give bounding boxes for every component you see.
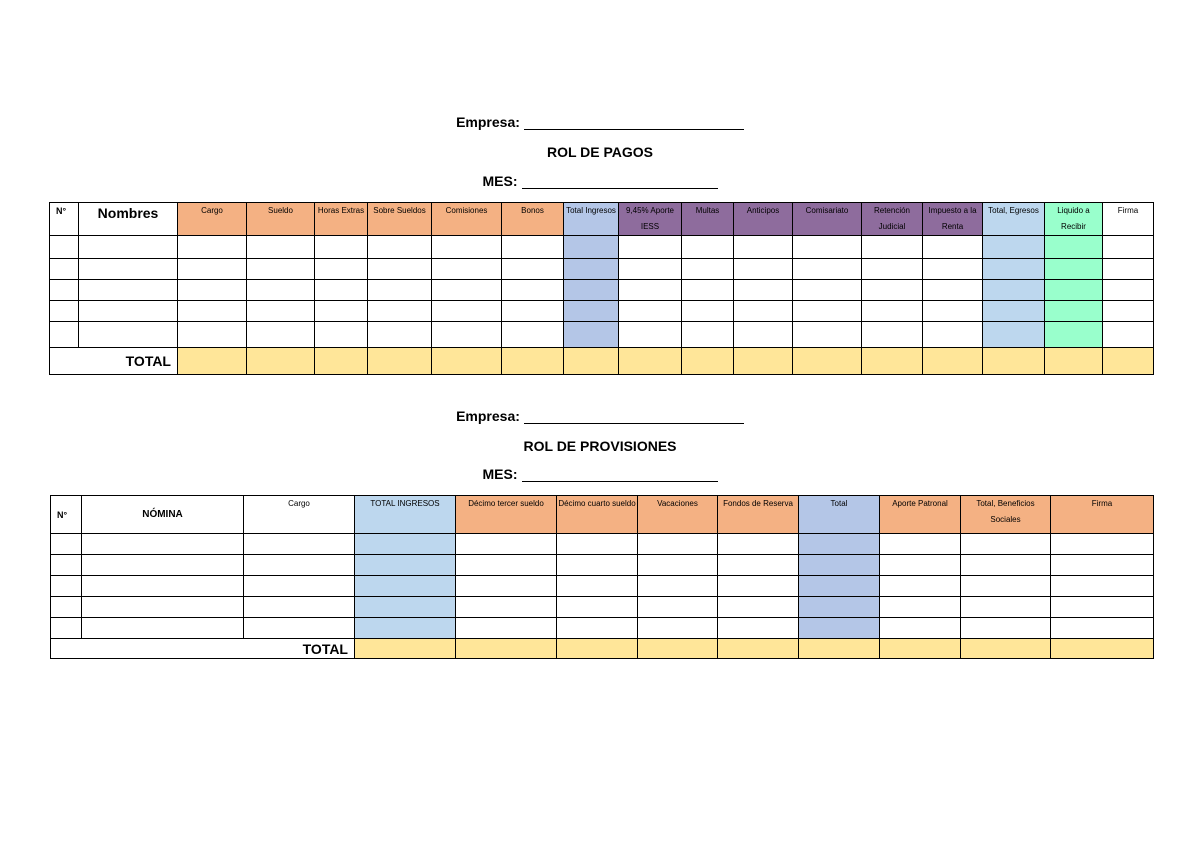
table-cell[interactable] (923, 259, 983, 280)
total-cell[interactable] (923, 348, 983, 375)
col-header-decimo-cuarto: Décimo cuarto sueldo (557, 496, 638, 534)
table-cell[interactable] (923, 322, 983, 348)
table-cell[interactable] (432, 301, 502, 322)
mes-label: MES: (482, 466, 518, 482)
table-cell[interactable] (619, 259, 682, 280)
total-cell[interactable] (502, 348, 564, 375)
table-cell[interactable] (638, 534, 718, 555)
table-cell[interactable] (1051, 555, 1154, 576)
table-cell[interactable] (619, 236, 682, 259)
total-cell[interactable] (1051, 639, 1154, 659)
table-cell[interactable] (1045, 259, 1103, 280)
table-cell[interactable] (880, 597, 961, 618)
table-cell[interactable] (502, 236, 564, 259)
table-cell[interactable] (50, 236, 79, 259)
table-cell[interactable] (638, 576, 718, 597)
table-cell[interactable] (983, 236, 1045, 259)
total-cell[interactable] (564, 348, 619, 375)
col-header-nombres: Nombres (79, 203, 178, 236)
table-cell[interactable] (368, 301, 432, 322)
col-header-total: Total (799, 496, 880, 534)
table-cell[interactable] (51, 534, 82, 555)
total-cell[interactable] (638, 639, 718, 659)
table-cell[interactable] (368, 236, 432, 259)
total-label: TOTAL (50, 348, 178, 375)
table-cell[interactable] (432, 322, 502, 348)
rol-pagos-title: ROL DE PAGOS (546, 144, 654, 160)
table-cell[interactable] (619, 280, 682, 301)
table-cell[interactable] (178, 301, 247, 322)
table-cell[interactable] (862, 301, 923, 322)
col-header-firma: Firma (1051, 496, 1154, 534)
col-header-total-egresos: Total, Egresos (983, 203, 1045, 236)
total-row (51, 639, 1154, 659)
table-cell[interactable] (880, 534, 961, 555)
table-cell[interactable] (355, 576, 456, 597)
table-cell[interactable] (50, 322, 79, 348)
mes-blank-field[interactable] (522, 174, 718, 189)
table-cell[interactable] (368, 322, 432, 348)
col-header-firma: Firma (1103, 203, 1154, 236)
table-cell[interactable] (734, 301, 793, 322)
table-cell[interactable] (1103, 280, 1154, 301)
table-cell[interactable] (79, 301, 178, 322)
table-cell[interactable] (1051, 576, 1154, 597)
total-cell[interactable] (880, 639, 961, 659)
total-cell[interactable] (432, 348, 502, 375)
table-cell[interactable] (557, 618, 638, 639)
table-cell[interactable] (862, 236, 923, 259)
table-cell[interactable] (961, 576, 1051, 597)
table-cell[interactable] (682, 301, 734, 322)
table-cell[interactable] (79, 259, 178, 280)
table-cell[interactable] (355, 618, 456, 639)
col-header-vacaciones: Vacaciones (638, 496, 718, 534)
table-row (50, 322, 1154, 348)
table-cell[interactable] (315, 259, 368, 280)
table-cell[interactable] (178, 322, 247, 348)
table-cell[interactable] (682, 322, 734, 348)
table-cell[interactable] (51, 555, 82, 576)
table-row (51, 534, 1154, 555)
total-cell[interactable] (619, 348, 682, 375)
table-cell[interactable] (923, 236, 983, 259)
header-row (50, 203, 1154, 236)
table-cell[interactable] (983, 259, 1045, 280)
total-label: TOTAL (51, 639, 355, 659)
table-cell[interactable] (355, 597, 456, 618)
col-header-comisiones: Comisiones (432, 203, 502, 236)
table-cell[interactable] (682, 236, 734, 259)
table-cell[interactable] (793, 322, 862, 348)
table-cell[interactable] (247, 236, 315, 259)
table-cell[interactable] (983, 280, 1045, 301)
table-cell[interactable] (247, 301, 315, 322)
table-cell[interactable] (244, 555, 355, 576)
table-cell[interactable] (862, 280, 923, 301)
table-cell[interactable] (82, 534, 244, 555)
table-cell[interactable] (557, 597, 638, 618)
total-cell[interactable] (1103, 348, 1154, 375)
table-cell[interactable] (619, 301, 682, 322)
total-cell[interactable] (799, 639, 880, 659)
table-row (50, 236, 1154, 259)
table-cell[interactable] (799, 534, 880, 555)
col-header-nomina: NÓMINA (82, 496, 244, 534)
table-cell[interactable] (793, 301, 862, 322)
table-row (51, 555, 1154, 576)
col-header-cargo: Cargo (244, 496, 355, 534)
col-header-retencion-judicial: Retención Judicial (862, 203, 923, 236)
table-cell[interactable] (734, 322, 793, 348)
table-cell[interactable] (502, 259, 564, 280)
col-header-number: N° (51, 496, 82, 534)
table-cell[interactable] (564, 301, 619, 322)
table-cell[interactable] (178, 236, 247, 259)
table-cell[interactable] (862, 322, 923, 348)
table-cell[interactable] (880, 555, 961, 576)
table-cell[interactable] (368, 259, 432, 280)
empresa-label: Empresa: (456, 114, 520, 130)
table-cell[interactable] (734, 236, 793, 259)
table-cell[interactable] (178, 259, 247, 280)
table-cell[interactable] (1103, 301, 1154, 322)
col-header-fondos-reserva: Fondos de Reserva (718, 496, 799, 534)
table-row (51, 597, 1154, 618)
table-cell[interactable] (456, 618, 557, 639)
mes-label: MES: (482, 173, 518, 189)
total-row (50, 348, 1154, 375)
table-cell[interactable] (961, 618, 1051, 639)
col-header-total-ingresos: TOTAL INGRESOS (355, 496, 456, 534)
col-header-total-beneficios: Total, Beneficios Sociales (961, 496, 1051, 534)
table-cell[interactable] (1051, 534, 1154, 555)
col-header-sueldo: Sueldo (247, 203, 315, 236)
table-cell[interactable] (79, 322, 178, 348)
table-cell[interactable] (1045, 280, 1103, 301)
table-cell[interactable] (247, 259, 315, 280)
mes-blank-field[interactable] (522, 467, 718, 482)
empresa-blank-field[interactable] (524, 115, 744, 130)
total-cell[interactable] (734, 348, 793, 375)
table-cell[interactable] (961, 534, 1051, 555)
table-row (50, 259, 1154, 280)
table-cell[interactable] (178, 280, 247, 301)
table-cell[interactable] (1045, 301, 1103, 322)
table-cell[interactable] (682, 259, 734, 280)
total-cell[interactable] (557, 639, 638, 659)
total-cell[interactable] (793, 348, 862, 375)
table-row (50, 280, 1154, 301)
table-cell[interactable] (718, 618, 799, 639)
table-cell[interactable] (557, 576, 638, 597)
table-cell[interactable] (1103, 259, 1154, 280)
table-cell[interactable] (50, 280, 79, 301)
table-cell[interactable] (961, 597, 1051, 618)
total-cell[interactable] (368, 348, 432, 375)
col-header-anticipos: Anticipos (734, 203, 793, 236)
table-cell[interactable] (862, 259, 923, 280)
empresa-label: Empresa: (456, 408, 520, 424)
total-cell[interactable] (682, 348, 734, 375)
table-cell[interactable] (638, 618, 718, 639)
table-cell[interactable] (79, 280, 178, 301)
table-cell[interactable] (244, 534, 355, 555)
table-cell[interactable] (244, 618, 355, 639)
table-cell[interactable] (619, 322, 682, 348)
table-cell[interactable] (502, 301, 564, 322)
col-header-comisariato: Comisariato (793, 203, 862, 236)
table-cell[interactable] (355, 534, 456, 555)
table-row (50, 301, 1154, 322)
table-cell[interactable] (456, 576, 557, 597)
col-header-horas-extras: Horas Extras (315, 203, 368, 236)
total-cell[interactable] (862, 348, 923, 375)
table-cell[interactable] (793, 280, 862, 301)
table-cell[interactable] (432, 236, 502, 259)
table-cell[interactable] (315, 236, 368, 259)
table-row (51, 618, 1154, 639)
mes-line-pagos (0, 173, 1200, 189)
col-header-cargo: Cargo (178, 203, 247, 236)
table-cell[interactable] (564, 280, 619, 301)
col-header-number: N° (50, 203, 79, 236)
table-cell[interactable] (368, 280, 432, 301)
table-cell[interactable] (799, 576, 880, 597)
table-cell[interactable] (638, 555, 718, 576)
table-cell[interactable] (82, 555, 244, 576)
col-header-aporte-patronal: Aporte Patronal (880, 496, 961, 534)
table-cell[interactable] (734, 259, 793, 280)
table-cell[interactable] (1051, 597, 1154, 618)
total-cell[interactable] (315, 348, 368, 375)
col-header-total-ingresos: Total Ingresos (564, 203, 619, 236)
table-cell[interactable] (638, 597, 718, 618)
table-cell[interactable] (1045, 322, 1103, 348)
col-header-impuesto-renta: Impuesto a la Renta (923, 203, 983, 236)
rol-pagos-table (49, 202, 1154, 375)
table-cell[interactable] (961, 555, 1051, 576)
table-cell[interactable] (923, 301, 983, 322)
table-cell[interactable] (355, 555, 456, 576)
rol-provisiones-body (51, 534, 1154, 639)
table-cell[interactable] (793, 236, 862, 259)
rol-provisiones-table (50, 495, 1154, 659)
total-cell[interactable] (456, 639, 557, 659)
table-cell[interactable] (1103, 322, 1154, 348)
table-cell[interactable] (983, 322, 1045, 348)
total-cell[interactable] (355, 639, 456, 659)
table-cell[interactable] (718, 597, 799, 618)
table-cell[interactable] (456, 597, 557, 618)
header-row (51, 496, 1154, 534)
col-header-liquido-recibir: Liquido a Recibir (1045, 203, 1103, 236)
rol-provisiones-title: ROL DE PROVISIONES (523, 438, 677, 454)
total-cell[interactable] (961, 639, 1051, 659)
col-header-bonos: Bonos (502, 203, 564, 236)
table-cell[interactable] (502, 280, 564, 301)
table-cell[interactable] (502, 322, 564, 348)
rol-pagos-body (50, 236, 1154, 348)
table-cell[interactable] (793, 259, 862, 280)
total-cell[interactable] (983, 348, 1045, 375)
table-cell[interactable] (51, 618, 82, 639)
table-cell[interactable] (799, 618, 880, 639)
table-cell[interactable] (315, 301, 368, 322)
table-cell[interactable] (682, 280, 734, 301)
table-cell[interactable] (244, 597, 355, 618)
table-cell[interactable] (1045, 236, 1103, 259)
table-row (51, 576, 1154, 597)
table-cell[interactable] (564, 236, 619, 259)
empresa-line-pagos (0, 114, 1200, 130)
col-header-sobre-sueldos: Sobre Sueldos (368, 203, 432, 236)
table-cell[interactable] (718, 555, 799, 576)
col-header-aporte-iess: 9,45% Aporte IESS (619, 203, 682, 236)
table-cell[interactable] (244, 576, 355, 597)
table-cell[interactable] (432, 259, 502, 280)
table-cell[interactable] (82, 618, 244, 639)
table-cell[interactable] (799, 555, 880, 576)
table-cell[interactable] (734, 280, 793, 301)
table-cell[interactable] (923, 280, 983, 301)
empresa-blank-field[interactable] (524, 409, 744, 424)
table-cell[interactable] (315, 322, 368, 348)
empresa-line-provisiones (0, 408, 1200, 424)
table-cell[interactable] (1051, 618, 1154, 639)
table-cell[interactable] (564, 322, 619, 348)
table-cell[interactable] (247, 322, 315, 348)
total-cell[interactable] (178, 348, 247, 375)
table-cell[interactable] (315, 280, 368, 301)
table-cell[interactable] (564, 259, 619, 280)
col-header-multas: Multas (682, 203, 734, 236)
table-cell[interactable] (456, 534, 557, 555)
table-cell[interactable] (51, 597, 82, 618)
table-cell[interactable] (799, 597, 880, 618)
total-cell[interactable] (1045, 348, 1103, 375)
table-cell[interactable] (1103, 236, 1154, 259)
table-cell[interactable] (50, 301, 79, 322)
col-header-decimo-tercer: Décimo tercer sueldo (456, 496, 557, 534)
table-cell[interactable] (432, 280, 502, 301)
table-cell[interactable] (718, 576, 799, 597)
total-cell[interactable] (247, 348, 315, 375)
table-cell[interactable] (50, 259, 79, 280)
table-cell[interactable] (456, 555, 557, 576)
table-cell[interactable] (247, 280, 315, 301)
table-cell[interactable] (82, 576, 244, 597)
table-cell[interactable] (880, 576, 961, 597)
table-cell[interactable] (880, 618, 961, 639)
table-cell[interactable] (557, 534, 638, 555)
table-cell[interactable] (79, 236, 178, 259)
table-cell[interactable] (557, 555, 638, 576)
table-cell[interactable] (983, 301, 1045, 322)
table-cell[interactable] (82, 597, 244, 618)
table-cell[interactable] (51, 576, 82, 597)
mes-line-provisiones (0, 466, 1200, 482)
table-cell[interactable] (718, 534, 799, 555)
total-cell[interactable] (718, 639, 799, 659)
